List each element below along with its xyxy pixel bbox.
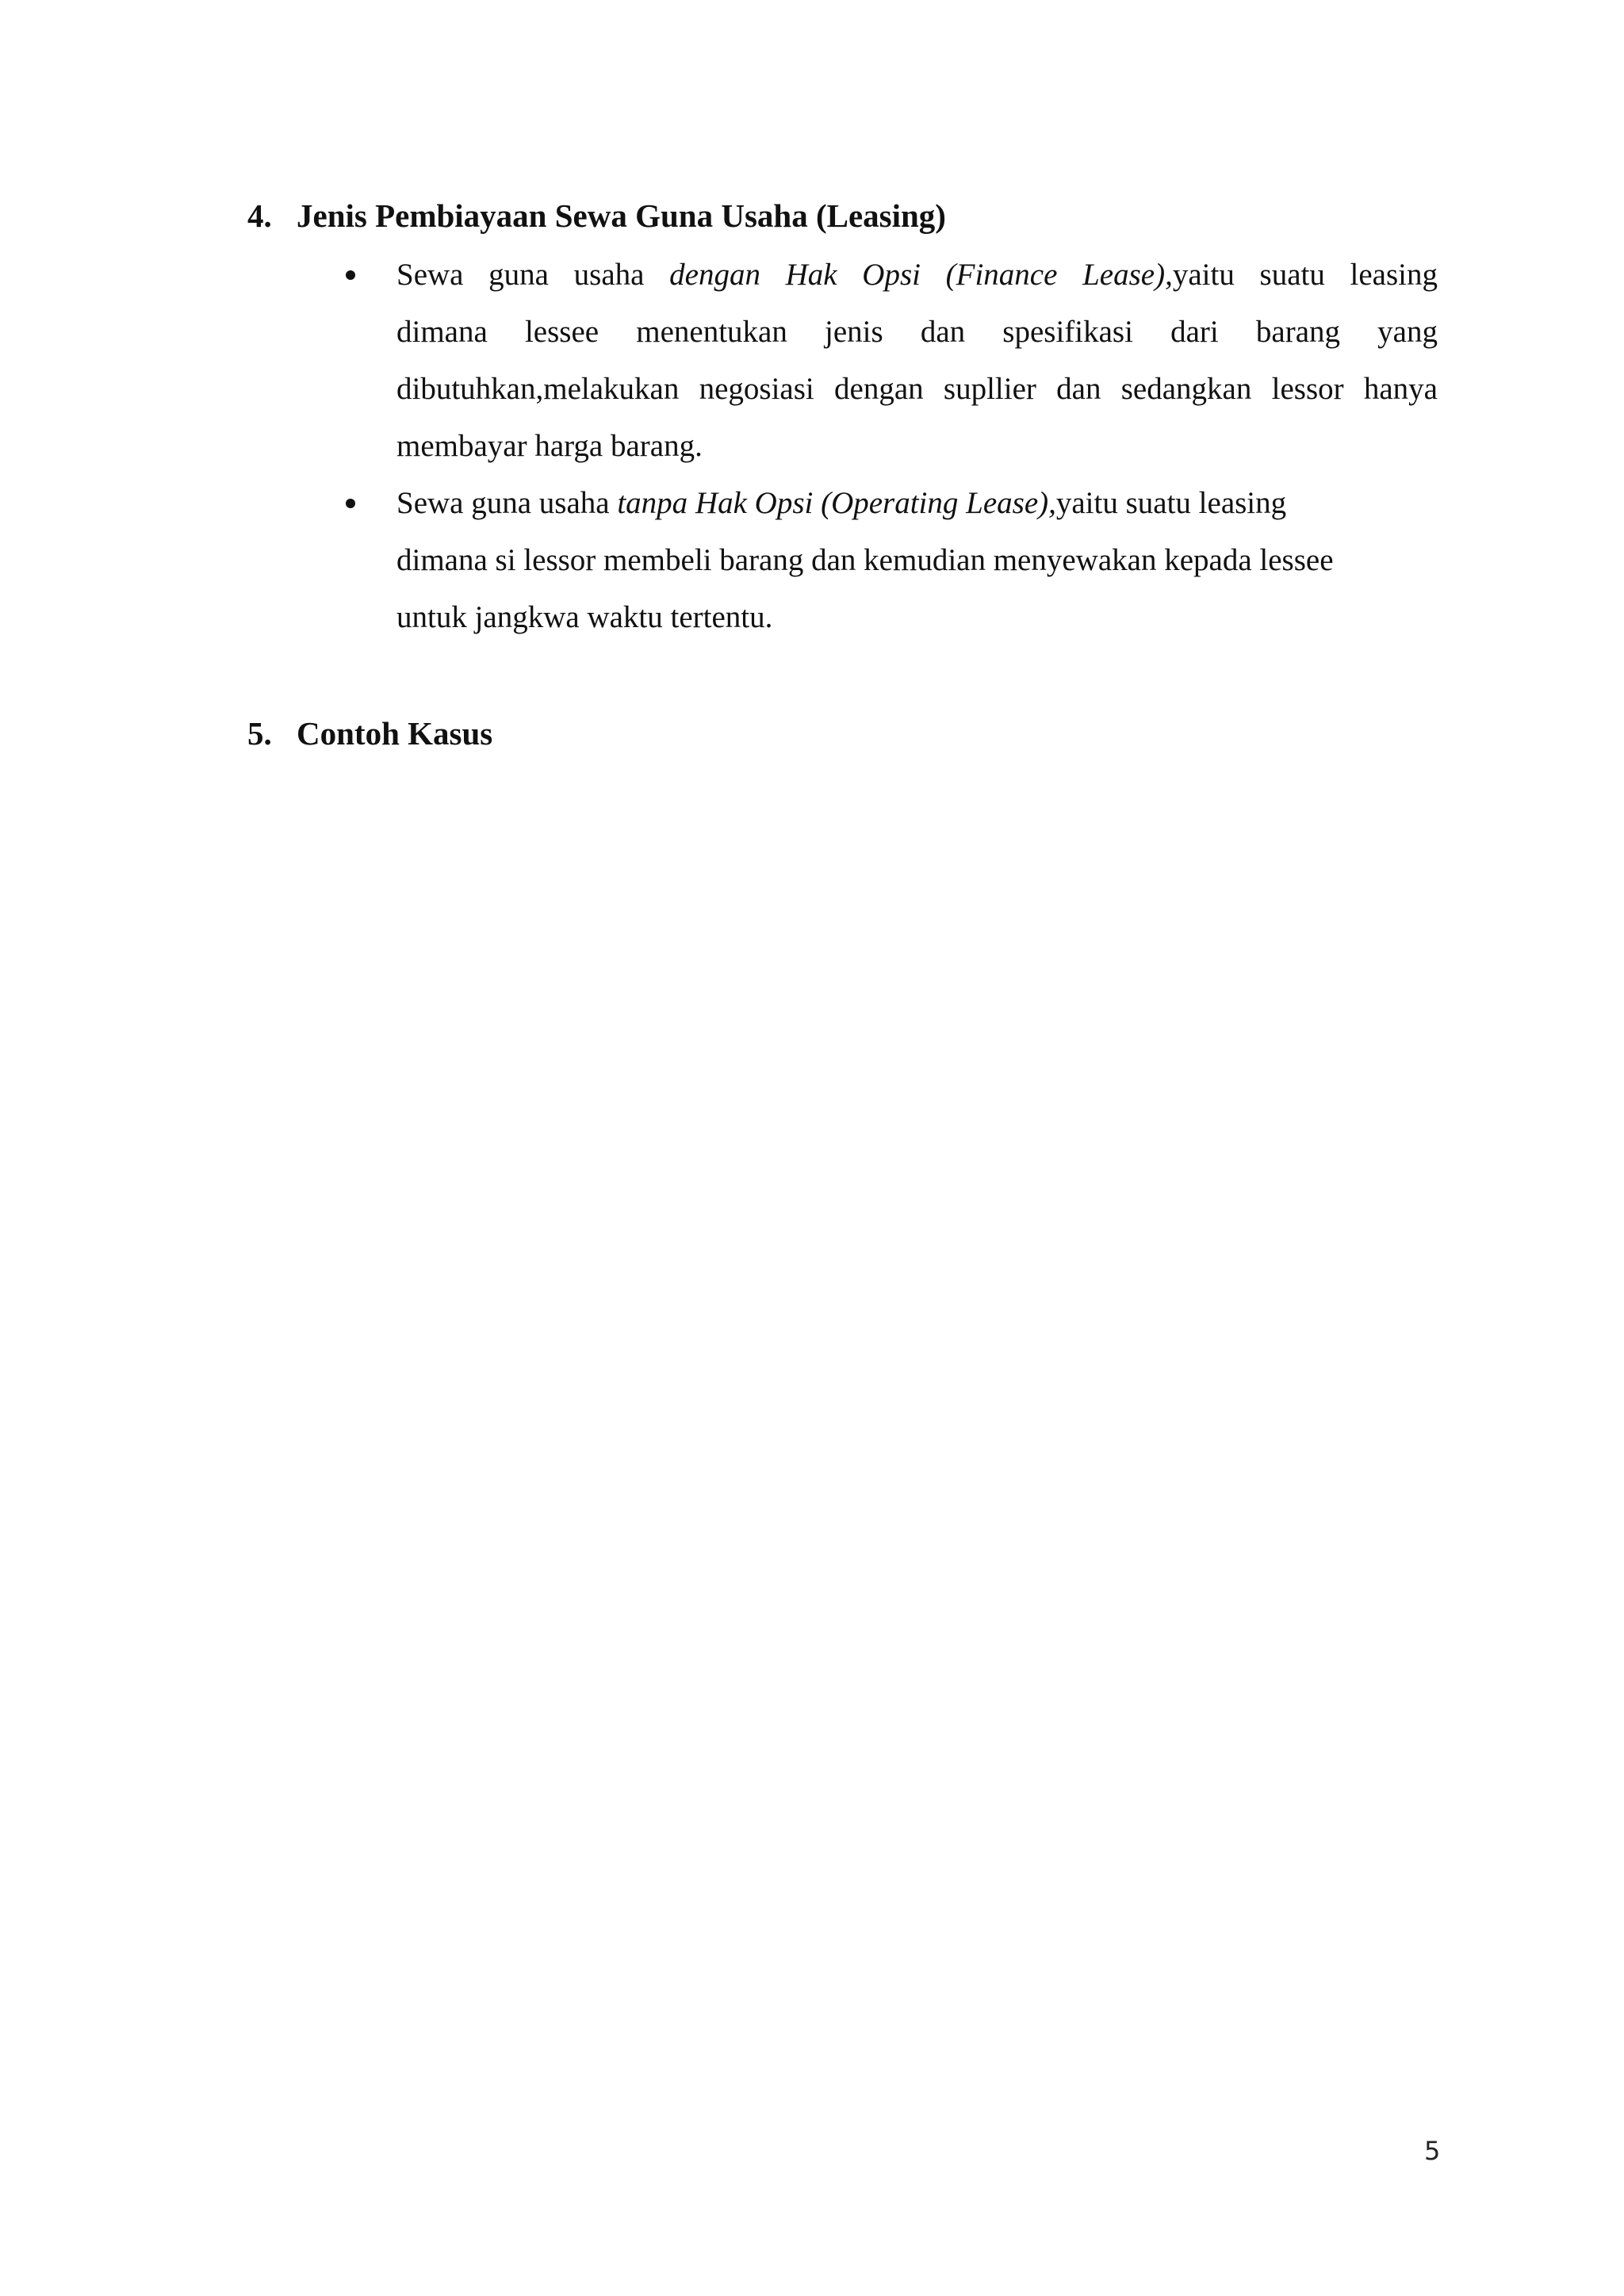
section-number: 5. [247, 715, 272, 752]
text-line: untuk jangkwa waktu tertentu. [396, 600, 773, 634]
section-5-heading [247, 715, 493, 752]
text-line: dimana si lessor membeli barang dan kemudian menyewakan kepada lessee [396, 543, 1334, 577]
line-rest: yaitu suatu leasing [1055, 486, 1287, 520]
section-4-heading [247, 197, 946, 234]
section-title: Jenis Pembiayaan Sewa Guna Usaha (Leasing) [297, 197, 946, 234]
list-item [396, 475, 1438, 646]
line-rest: yaitu suatu leasing [1172, 258, 1438, 292]
bullet-icon [346, 270, 355, 280]
text-line [396, 247, 1438, 304]
lead-text: Sewa guna usaha [396, 258, 670, 292]
bullet-icon [346, 499, 355, 508]
text-line [396, 475, 1438, 532]
text-line: membayar harga barang. [396, 429, 703, 463]
italic-term: dengan Hak Opsi (Finance Lease), [669, 258, 1173, 292]
bullet-list [396, 247, 1438, 646]
italic-term: tanpa Hak Opsi (Operating Lease), [617, 486, 1056, 520]
list-item [396, 247, 1438, 475]
section-title: Contoh Kasus [297, 715, 493, 752]
text-line: dibutuhkan,melakukan negosiasi dengan supllier dan sedangkan lessor hanya [396, 372, 1438, 406]
text-line: dimana lessee menentukan jenis dan spesifikasi dari barang yang [396, 315, 1438, 349]
section-number: 4. [247, 197, 272, 234]
lead-text: Sewa guna usaha [396, 486, 618, 520]
page-number: 5 [1424, 2136, 1441, 2166]
